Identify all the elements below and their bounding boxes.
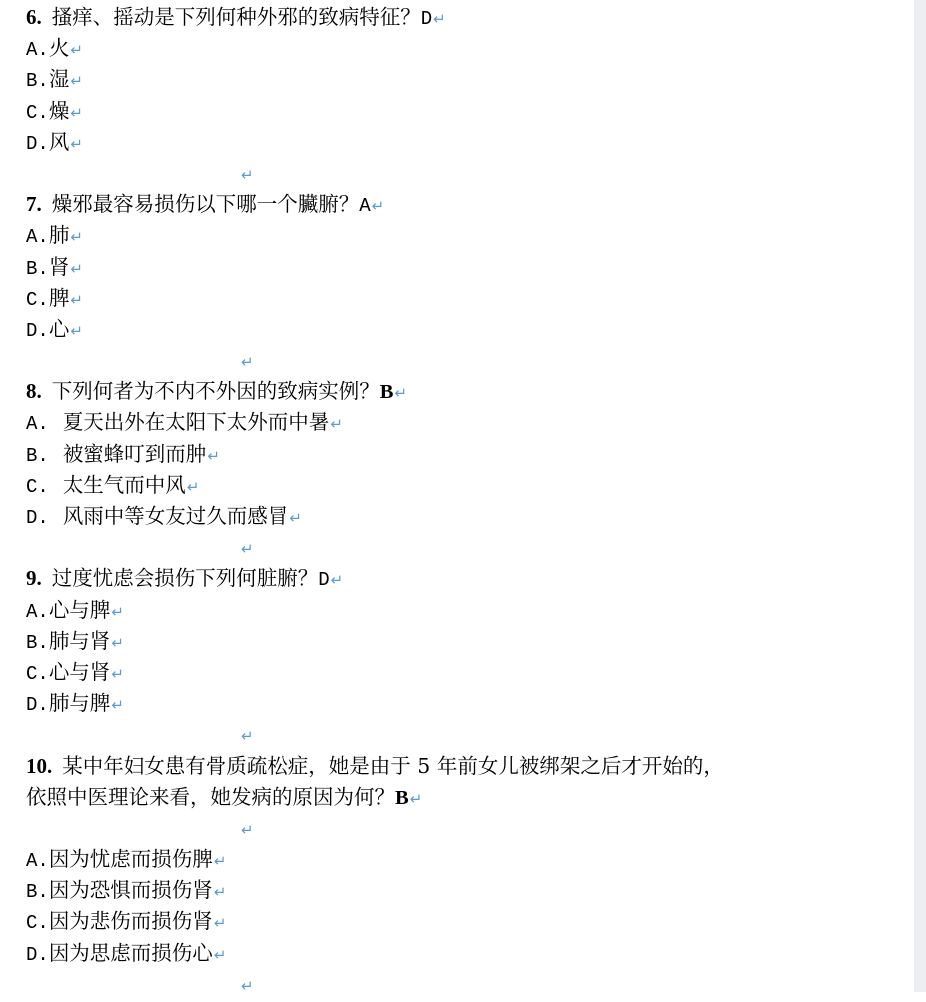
question-number: 7. [26, 192, 42, 217]
paragraph-mark-icon: ↵ [70, 134, 83, 153]
blank-paragraph [26, 532, 906, 563]
option-d: D.因为思虑而损伤心↵ [26, 940, 227, 966]
paragraph-mark-icon: ↵ [70, 228, 83, 247]
paragraph-mark-icon: ↵ [213, 945, 227, 964]
option-b: B. 被蜜蜂叮到而肿↵ [26, 441, 220, 467]
option-b: B.因为恐惧而损伤肾↵ [26, 878, 227, 904]
paragraph-mark-icon: ↵ [241, 353, 254, 372]
paragraph-mark-icon: ↵ [241, 976, 254, 995]
question-text: 下列何者为不内不外因的致病实例？ [51, 379, 380, 404]
paragraph-mark-icon: ↵ [70, 290, 83, 309]
option-a: A.肺↵ [26, 223, 83, 249]
question-number: 10. [26, 753, 53, 778]
paragraph-mark-icon: ↵ [241, 165, 254, 184]
option-d: D. 风雨中等女友过久而感冒↵ [26, 504, 302, 529]
paragraph-mark-icon: ↵ [394, 384, 408, 403]
option-b: B.肺与肾↵ [26, 628, 124, 654]
paragraph-mark-icon: ↵ [111, 664, 124, 683]
answer-key: B [395, 786, 409, 809]
paragraph-mark-icon: ↵ [241, 727, 254, 746]
answer-key: D [318, 569, 330, 592]
paragraph-mark-icon: ↵ [213, 914, 227, 933]
option-d: D.风↵ [26, 129, 83, 155]
question-6 [26, 2, 906, 33]
option-c: C.因为悲伤而损伤肾↵ [26, 909, 227, 935]
question-text: 过度忧虑会损伤下列何脏腑？ [51, 566, 319, 591]
blank-paragraph [26, 813, 906, 844]
option-c: C.燥↵ [26, 98, 83, 124]
paragraph-mark-icon: ↵ [241, 540, 254, 559]
option-a: A.因为忧虑而损伤脾↵ [26, 847, 227, 873]
question-7 [26, 189, 906, 220]
paragraph-mark-icon: ↵ [371, 197, 385, 216]
option-c: C.心与肾↵ [26, 659, 124, 685]
option-c: C. 太生气而中风↵ [26, 472, 200, 498]
option-b: B.湿↵ [26, 67, 83, 93]
paragraph-mark-icon: ↵ [289, 509, 302, 527]
paragraph-mark-icon: ↵ [330, 415, 343, 434]
option-c: C.脾↵ [26, 285, 83, 311]
question-number: 6. [26, 5, 42, 29]
question-number: 8. [26, 379, 42, 404]
question-9 [26, 563, 906, 594]
option-d: D.肺与脾↵ [26, 691, 124, 717]
paragraph-mark-icon: ↵ [207, 446, 220, 465]
question-text-line-1: 某中年妇女患有骨质疏松症，她是由于 5 年前女儿被绑架之后才开始的， [62, 753, 724, 778]
blank-paragraph [26, 969, 906, 1000]
blank-paragraph [26, 158, 906, 189]
paragraph-mark-icon: ↵ [70, 103, 83, 122]
paragraph-mark-icon: ↵ [213, 852, 227, 871]
blank-paragraph [26, 719, 906, 750]
paragraph-mark-icon: ↵ [70, 321, 83, 340]
paragraph-mark-icon: ↵ [409, 789, 423, 808]
paragraph-mark-icon: ↵ [213, 883, 227, 902]
option-b: B.肾↵ [26, 254, 83, 280]
question-10-continued [26, 782, 906, 813]
question-number: 9. [26, 566, 42, 591]
paragraph-mark-icon: ↵ [70, 72, 83, 91]
answer-key: D [420, 8, 433, 30]
paragraph-mark-icon: ↵ [70, 259, 83, 278]
paragraph-mark-icon: ↵ [241, 820, 254, 839]
paragraph-mark-icon: ↵ [111, 602, 124, 621]
option-a: A.心与脾↵ [26, 597, 124, 623]
option-a: A.火↵ [26, 36, 83, 62]
paragraph-mark-icon: ↵ [111, 633, 124, 652]
answer-key: B [379, 381, 394, 404]
paragraph-mark-icon: ↵ [111, 696, 124, 715]
window-edge [914, 0, 926, 992]
question-8 [26, 376, 906, 407]
paragraph-mark-icon: ↵ [330, 571, 344, 590]
question-text-line-2: 依照中医理论来看，她发病的原因为何？ [26, 784, 395, 809]
option-d: D.心↵ [26, 316, 83, 342]
paragraph-mark-icon: ↵ [70, 41, 83, 60]
question-text: 搔痒、摇动是下列何种外邪的致病特征？ [51, 5, 421, 29]
question-10 [26, 751, 906, 782]
paragraph-mark-icon: ↵ [186, 477, 200, 496]
quiz-content [26, 2, 906, 1000]
paragraph-mark-icon: ↵ [433, 10, 446, 28]
option-a: A. 夏天出外在太阳下太外而中暑↵ [26, 410, 343, 436]
answer-key: A [359, 195, 371, 218]
question-text: 燥邪最容易损伤以下哪一个臟腑？ [51, 192, 360, 217]
blank-paragraph [26, 345, 906, 376]
